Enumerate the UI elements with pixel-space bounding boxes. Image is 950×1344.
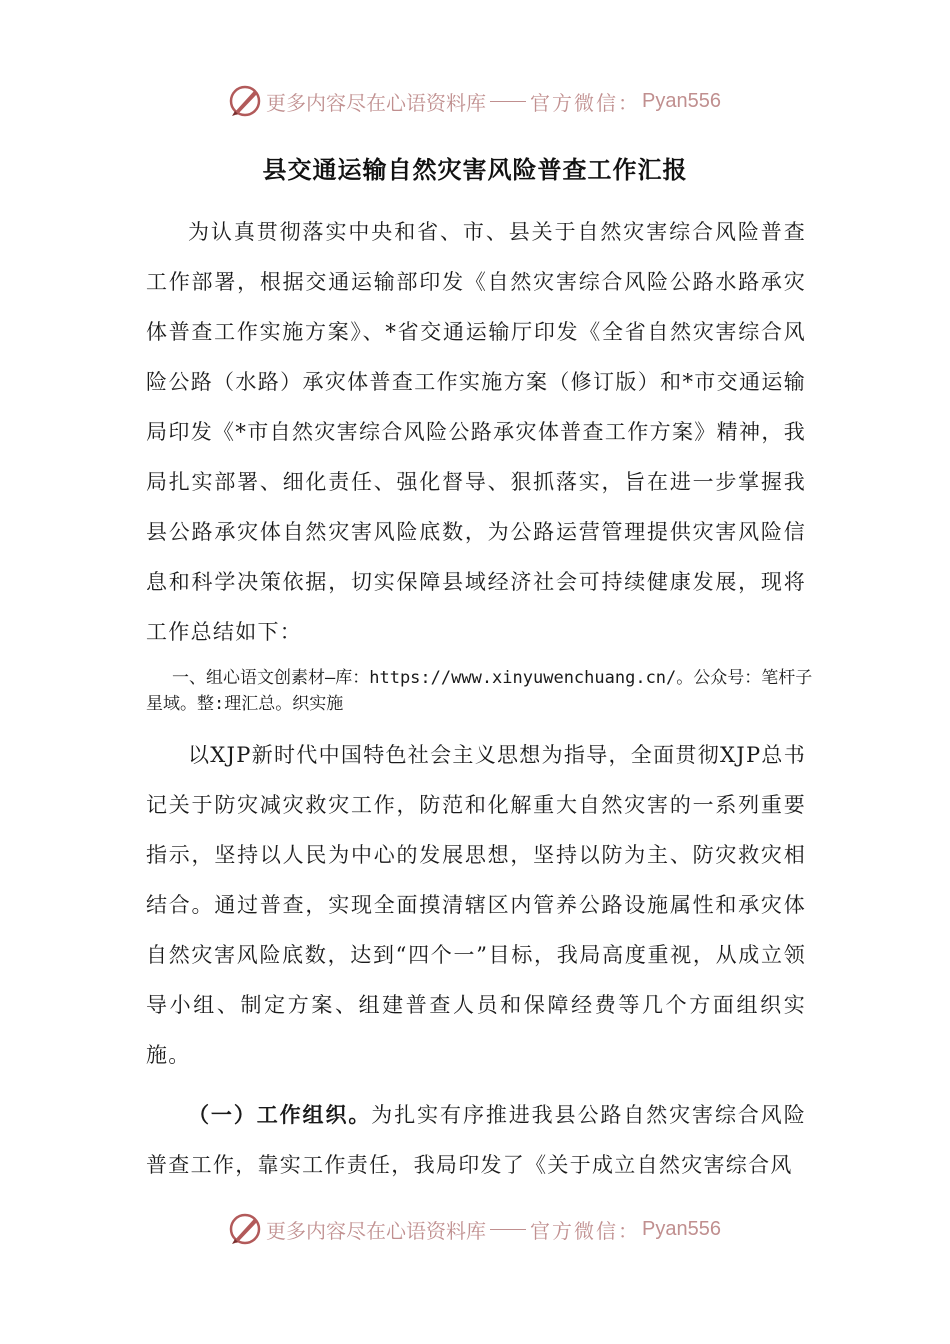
banner-wechat-handle: Pyan556: [642, 1217, 721, 1240]
watermark-banner-bottom: [228, 1212, 748, 1246]
paragraph-work-organization: [146, 1090, 806, 1190]
pen-circle-logo-icon: [228, 84, 262, 118]
banner-wechat-label: 官方微信：: [530, 90, 640, 115]
banner-lead-text: 更多内容尽在心语资料库: [266, 90, 486, 115]
banner-wechat-label: 官方微信：: [530, 1218, 640, 1243]
section-heading-line: 一、组心语文创素材—库：https://www.xinyuwenchuang.cn/。公众号：笔杆子星域。整:理汇总。织实施: [146, 668, 813, 714]
watermark-banner-top: [228, 84, 748, 118]
paragraph-intro: 为认真贯彻落实中央和省、市、县关于自然灾害综合风险普查工作部署，根据交通运输部印发《自然灾害综合风险公路水路承灾体普查工作实施方案》、*省交通运输厅印发《全省自然灾害综合风险公路（水路）承灾体普查工作实施方案（修订版）和*市交通运输局印发《*市自然灾害综合风险公路承灾体普查工作方案》精神，我局扎实部署、细化责任、强化督导、狠抓落实，旨在进一步掌握我县公路承灾体自然灾害风险底数，为公路运营管理提供灾害风险信息和科学决策依据，切实保障县域经济社会可持续健康发展，现将工作总结如下：: [146, 220, 806, 644]
pen-circle-logo-icon: [228, 1212, 262, 1246]
banner-dash: [490, 1229, 526, 1230]
paragraph-body: 为扎实有序推进我县公路自然灾害综合风险普查工作，靠实工作责任，我局印发了《关于成立自然灾害综合风: [146, 1103, 806, 1177]
banner-wechat-handle: Pyan556: [642, 89, 721, 112]
banner-lead-text: 更多内容尽在心语资料库: [266, 1218, 486, 1243]
paragraph-guiding-ideology: 以XJP新时代中国特色社会主义思想为指导，全面贯彻XJP总书记关于防灾减灾救灾工作，防范和化解重大自然灾害的一系列重要指示，坚持以人民为中心的发展思想，坚持以防为主、防灾救灾相结合。通过普查，实现全面摸清辖区内管养公路设施属性和承灾体自然灾害风险底数，达到“四个一”目标，我局高度重视，从成立领导小组、制定方案、组建普查人员和保障经费等几个方面组织实施。: [146, 743, 806, 1067]
paragraph-lead-heading: （一）工作组织。: [188, 1103, 372, 1127]
document-title: 县交通运输自然灾害风险普查工作汇报: [262, 156, 688, 184]
banner-dash: [490, 101, 526, 102]
